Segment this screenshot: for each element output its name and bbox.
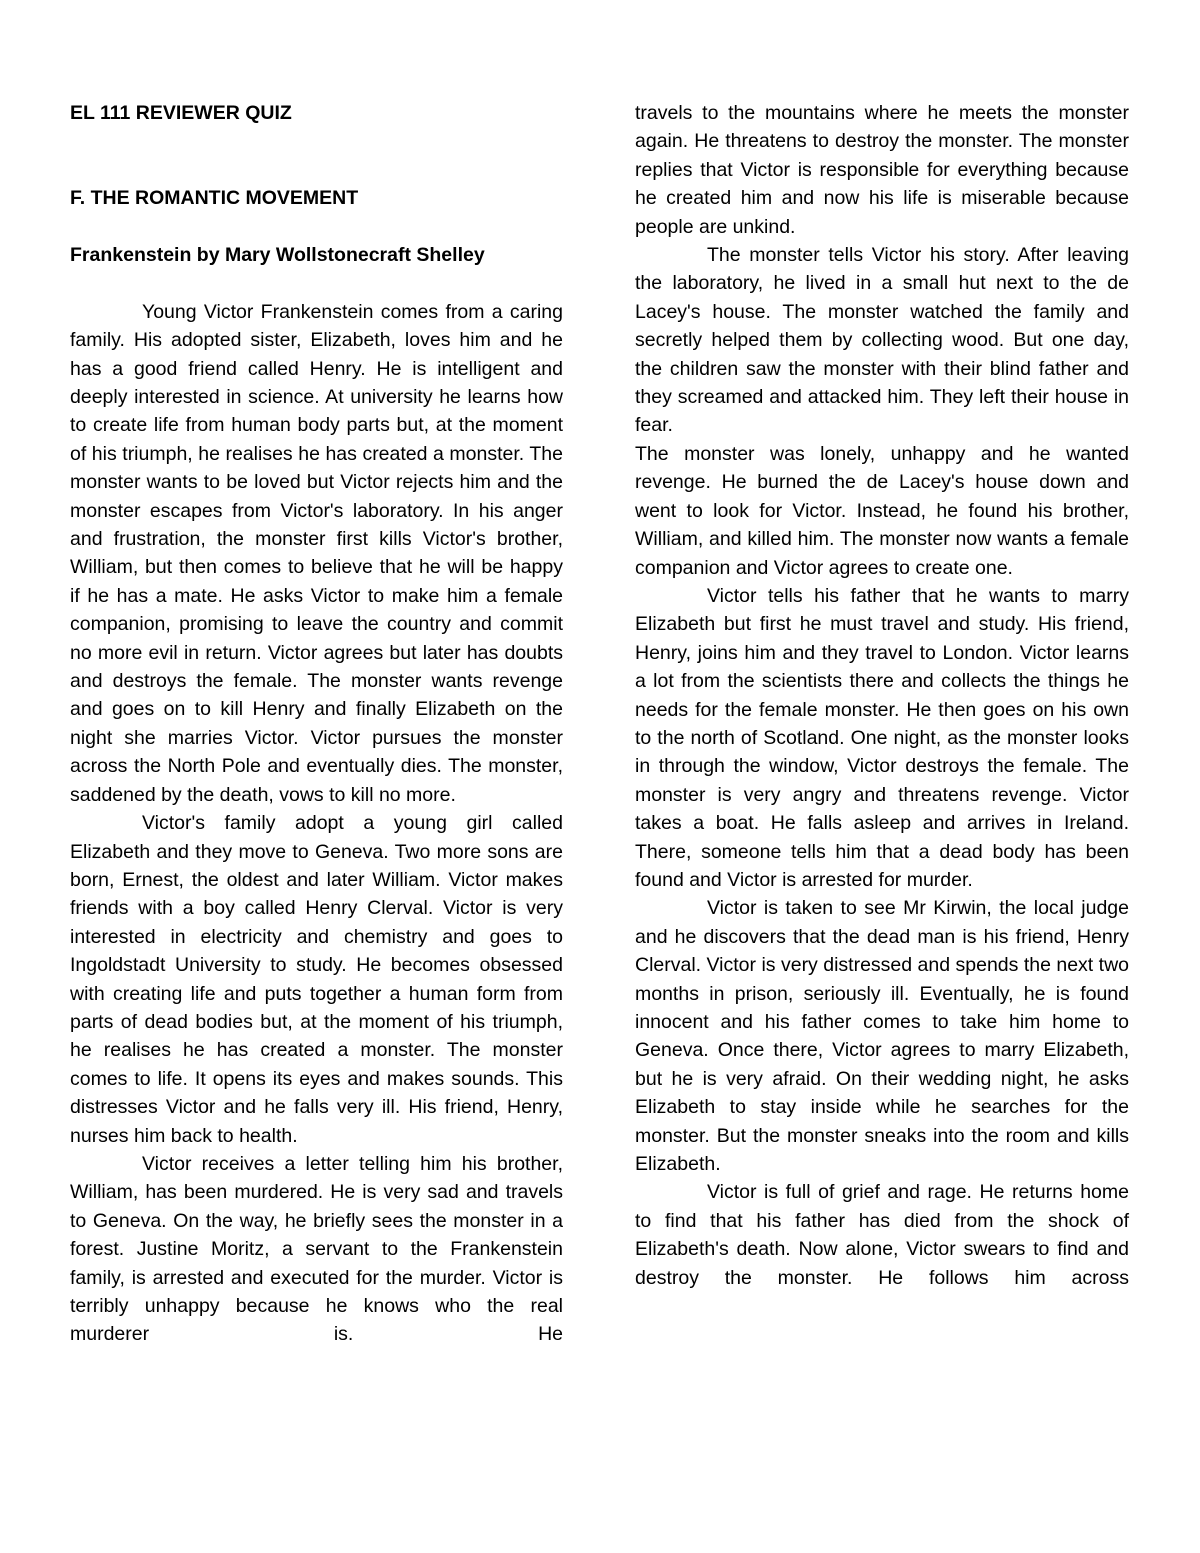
quiz-title: EL 111 REVIEWER QUIZ [70,102,292,124]
right-column [635,99,1129,1292]
paragraph: The monster was lonely, unhappy and he wanted revenge. He burned the de Lacey's house down and went to look for Victor. Instead, he found his brother, William, and killed him. The monster now wants a female companion and Victor agrees to create one. [635,442,1129,579]
paragraph: Victor is taken to see Mr Kirwin, the local judge and he discovers that the dead man is his friend, Henry Clerval. Victor is very distressed and spends the next two months in prison, seriously ill. Eventually, he is found innocent and his father comes to take him home to Geneva. Once there, Victor agrees to marry Elizabeth, but he is very afraid. On their wedding night, he asks Elizabeth to stay inside while he searches for the monster. But the monster sneaks into the room and kills Elizabeth. [635,897,1129,1176]
left-column [70,99,563,1349]
section-title: F. THE ROMANTIC MOVEMENT [70,187,359,210]
paragraph: Victor's family adopt a young girl called Elizabeth and they move to Geneva. Two more sons are born, Ernest, the oldest and later William. Victor makes friends with a boy called Henry Clerval. Victor is very interested in electricity and chemistry and goes to Ingoldstadt University to study. He becomes obsessed with creating life and puts together a human form from parts of dead bodies but, at the moment of his triumph, he realises he has created a monster. The monster comes to life. It opens its eyes and makes sounds. This distresses Victor and he falls very ill. His friend, Henry, nurses him back to health. [70,812,563,1147]
paragraph: Young Victor Frankenstein comes from a caring family. His adopted sister, Elizabeth, loves him and he has a good friend called Henry. He is intelligent and deeply interested in science. At university he learns how to create life from human body parts but, at the moment of his triumph, he realises he has created a monster. The monster wants to be loved but Victor rejects him and the monster escapes from Victor's laboratory. In his anger and frustration, the monster first kills Victor's brother, William, but then comes to believe that he will be happy if he has a mate. He asks Victor to make him a female companion, promising to leave the country and commit no more evil in return. Victor agrees but later has doubts and destroys the female. The monster wants revenge and goes on to kill Henry and finally Elizabeth on the night she marries Victor. Victor pursues the monster across the North Pole and eventually dies. The monster, saddened by the death, vows to kill no more. [70,300,563,806]
paragraph: The monster tells Victor his story. After leaving the laboratory, he lived in a small hut next to the de Lacey's house. The monster watched the family and secretly helped them by collecting wood. But one day, the children saw the monster with their blind father and they screamed and attacked him. They left their house in fear. [635,244,1129,437]
paragraph: Victor tells his father that he wants to marry Elizabeth but first he must travel and study. His friend, Henry, joins him and they travel to London. Victor learns a lot from the scientists there and collects the things he needs for the female monster. He then goes on his own to the north of Scotland. One night, as the monster looks in through the window, Victor destroys the female. The monster is very angry and threatens revenge. Victor takes a boat. He falls asleep and arrives in Ireland. There, someone tells him that a dead body has been found and Victor is arrested for murder. [635,584,1129,891]
paragraph: Victor is full of grief and rage. He returns home to find that his father has died from the shock of Elizabeth's death. Now alone, Victor swears to find and destroy the monster. He follows him across [635,1181,1129,1289]
paragraph: Victor receives a letter telling him his brother, William, has been murdered. He is very sad and travels to Geneva. On the way, he briefly sees the monster in a forest. Justine Moritz, a servant to the Frankenstein family, is arrested and executed for the murder. Victor is terribly unhappy because he knows who the real murderer is. He [70,1152,563,1346]
paragraph: travels to the mountains where he meets the monster again. He threatens to destroy the monster. The monster replies that Victor is responsible for everything because he created him and now his life is miserable because people are unkind. [635,102,1129,238]
book-title: Frankenstein by Mary Wollstonecraft Shelley [70,244,485,266]
